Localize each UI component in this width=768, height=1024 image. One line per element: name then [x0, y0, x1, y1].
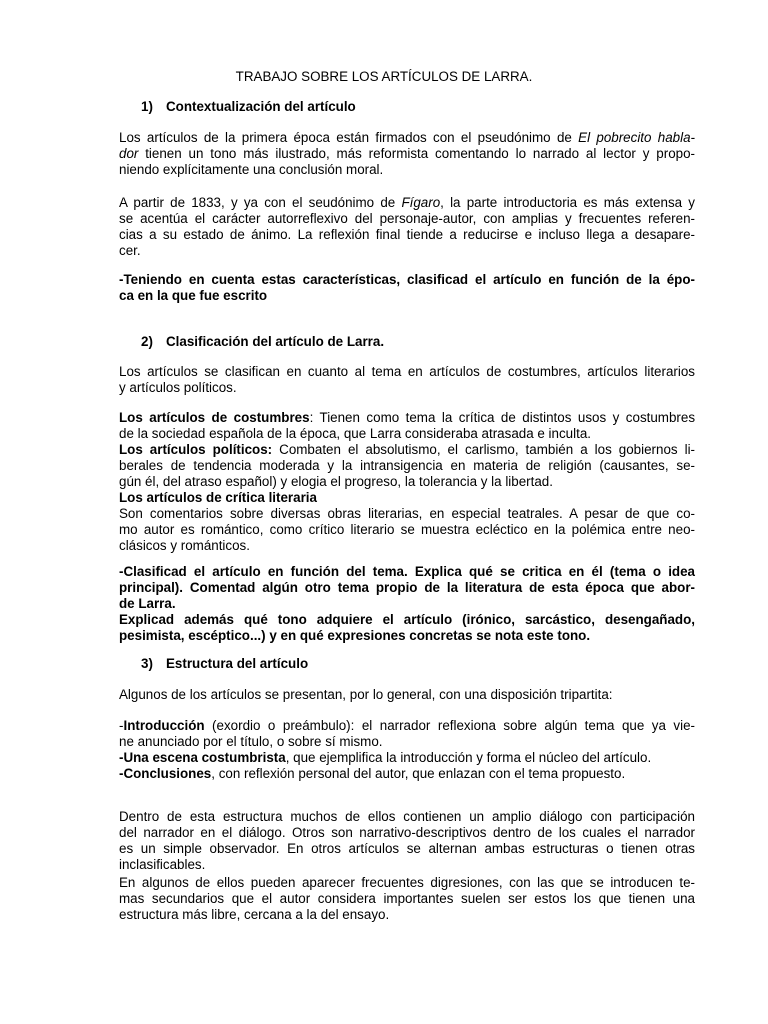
text-line: pesimista, escéptico...) y en qué expresiones concretas se nota este tono.	[119, 628, 591, 643]
section-number: 2)	[141, 334, 153, 349]
text-line: de Larra.	[119, 596, 176, 611]
text-line: Los artículos se clasifican en cuanto al tema en artículos de costumbres, artículos literarios	[119, 364, 695, 379]
text-line: Dentro de esta estructura muchos de ellos contienen un amplio diálogo con participación	[119, 809, 695, 824]
structure-list	[119, 718, 695, 782]
section-heading-3	[141, 656, 308, 672]
text: -	[119, 718, 124, 733]
text-line: mas secundarios que el autor considera importantes suelen ser estos los que tienen una	[119, 891, 695, 906]
paragraph	[119, 875, 695, 923]
paragraph	[119, 130, 695, 178]
paragraph	[119, 809, 695, 873]
emphasis-text: El pobrecito habla-	[578, 130, 696, 145]
text-line: estructura más libre, cercana a la del ensayo.	[119, 907, 390, 922]
text: , que ejemplifica la introducción y forma el núcleo del artículo.	[285, 750, 652, 765]
text-line: es un simple observador. En otros artículos se alternan ambas estructuras o tienen otras	[119, 841, 695, 856]
section-heading-text: Clasificación del artículo de Larra.	[166, 334, 385, 349]
text: , la parte introductoria es más extensa y	[440, 195, 696, 210]
task-paragraph	[119, 272, 695, 304]
text-line: se acentúa el carácter autorreflexivo del personaje-autor, con amplias y frecuentes referen-	[119, 211, 695, 226]
text-line: ca en la que fue escrito	[119, 288, 268, 303]
text-line: -Teniendo en cuenta estas características, clasificad el artículo en función de la épo-	[119, 272, 695, 287]
text: Combaten el absolutismo, el carlismo, también a los gobiernos li-	[272, 442, 696, 457]
section-heading-text: Contextualización del artículo	[166, 99, 356, 114]
text-line: principal). Comentad algún otro tema propio de la literatura de esta época que abor-	[119, 580, 695, 595]
text: (exordio o preámbulo): el narrador reflexiona sobre algún tema que ya vie-	[204, 718, 695, 733]
emphasis-text: dor	[119, 146, 139, 161]
bold-label: -Una escena costumbrista	[119, 750, 286, 765]
document-title: TRABAJO SOBRE LOS ARTÍCULOS DE LARRA.	[235, 69, 533, 84]
bold-label: Los artículos políticos:	[119, 442, 273, 457]
section-heading-2	[141, 334, 384, 350]
text-line: mo autor es romántico, como crítico literario se muestra ecléctico en la polémica entre neo-	[119, 522, 695, 537]
paragraph	[119, 687, 695, 703]
text-line: gún él, del atraso español) y elogia el progreso, la tolerancia y la libertad.	[119, 474, 553, 489]
text-line: En algunos de ellos pueden aparecer frecuentes digresiones, con las que se introducen te-	[119, 875, 695, 890]
text: Los artículos de la primera época están firmados con el pseudónimo de	[119, 130, 579, 145]
text: tienen un tono más ilustrado, más reformista comentando lo narrado al lector y propo-	[138, 146, 695, 161]
bold-label: Introducción	[123, 718, 205, 733]
text-line: clásicos y románticos.	[119, 538, 250, 553]
section-heading-text: Estructura del artículo	[166, 656, 309, 671]
paragraph	[119, 364, 695, 396]
bold-label: -Conclusiones	[119, 766, 212, 781]
section-heading-1	[141, 99, 356, 115]
emphasis-text: Fígaro	[401, 195, 441, 210]
text-line: ne anunciado por el título, o sobre sí mismo.	[119, 734, 383, 749]
text-line: inclasificables.	[119, 857, 206, 872]
text-line: niendo explícitamente una conclusión moral.	[119, 162, 384, 177]
paragraph	[119, 195, 695, 259]
text: A partir de 1833, y ya con el seudónimo de	[119, 195, 402, 210]
text-line: de la sociedad española de la época, que Larra consideraba atrasada e inculta.	[119, 426, 591, 441]
text-line: berales de tendencia moderada y la intransigencia en materia de religión (causantes, se-	[119, 458, 695, 473]
text-line: del narrador en el diálogo. Otros son narrativo-descriptivos dentro de los cuales el narrador	[119, 825, 695, 840]
text-line: cer.	[119, 243, 141, 258]
article-types	[119, 410, 695, 554]
bold-label: Los artículos de costumbres	[119, 410, 310, 425]
text-line: Algunos de los artículos se presentan, por lo general, con una disposición tripartita:	[119, 687, 613, 702]
task-paragraph	[119, 564, 695, 644]
section-number: 3)	[141, 656, 153, 671]
text-line: y artículos políticos.	[119, 380, 237, 395]
text: : Tienen como tema la crítica de distintos usos y costumbres	[309, 410, 696, 425]
bold-label: Los artículos de crítica literaria	[119, 490, 317, 505]
text-line: cias a su estado de ánimo. La reflexión final tiende a reducirse e incluso llega a desapare-	[119, 227, 695, 242]
text-line: -Clasificad el artículo en función del tema. Explica qué se critica en él (tema o idea	[119, 564, 695, 579]
text-line: Son comentarios sobre diversas obras literarias, en especial teatrales. A pesar de que co-	[119, 506, 695, 521]
section-number: 1)	[141, 99, 153, 114]
text-line: Explicad además qué tono adquiere el artículo (irónico, sarcástico, desengañado,	[119, 612, 695, 627]
text: , con reflexión personal del autor, que enlazan con el tema propuesto.	[211, 766, 626, 781]
